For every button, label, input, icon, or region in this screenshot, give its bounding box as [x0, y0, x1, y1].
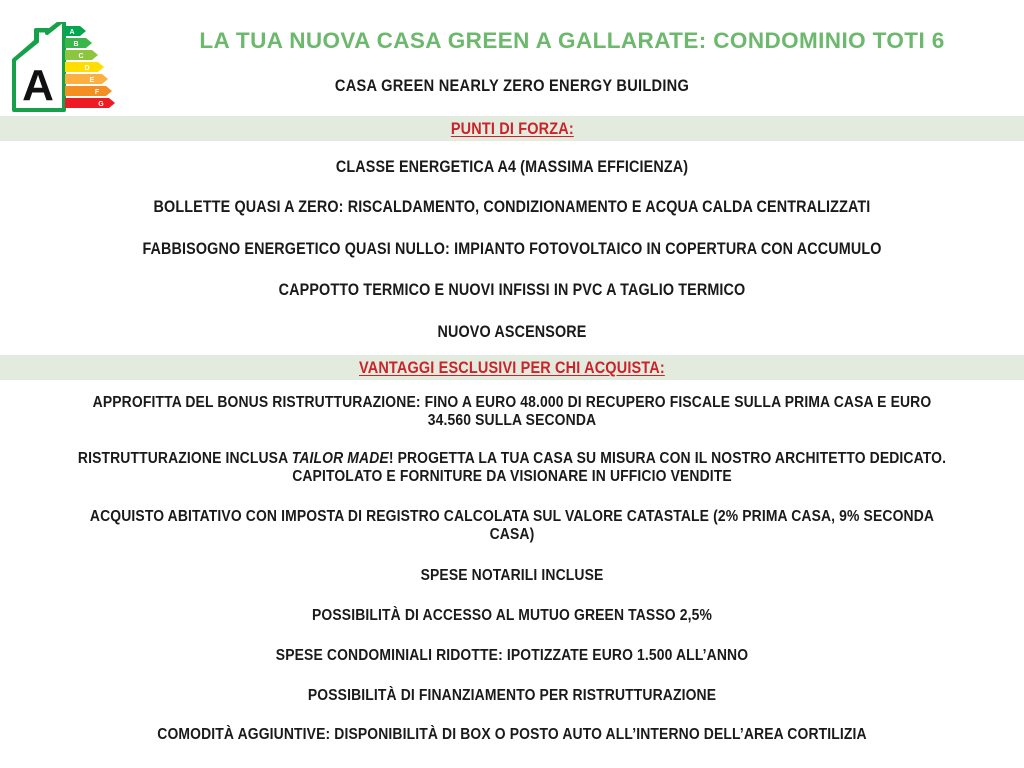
list-item: CLASSE ENERGETICA A4 (MASSIMA EFFICIENZA)	[335, 158, 689, 176]
list-item-text-before: RISTRUTTURAZIONE INCLUSA	[77, 450, 292, 468]
section-band-vantaggi-esclusivi	[0, 355, 1024, 380]
list-item: POSSIBILITÀ DI ACCESSO AL MUTUO GREEN TASSO 2,5%	[312, 606, 712, 624]
title-block	[120, 0, 1024, 116]
section-heading-vantaggi-esclusivi: VANTAGGI ESCLUSIVI PER CHI ACQUISTA:	[359, 357, 665, 377]
list-item-tailor-made	[67, 450, 958, 486]
list-item-text-italic: TAILOR MADE	[291, 450, 389, 468]
list-item: COMODITÀ AGGIUNTIVE: DISPONIBILITÀ DI BOX O POSTO AUTO ALL’INTERNO DELL’AREA CORTILIZIA	[157, 726, 867, 744]
strengths-list	[0, 158, 1024, 341]
svg-text:C: C	[78, 53, 84, 61]
svg-text:F: F	[94, 89, 100, 97]
list-item: ACQUISTO ABITATIVO CON IMPOSTA DI REGISTRO CALCOLATA SUL VALORE CATASTALE (2% PRIMA CASA, 9% SECONDA CASA)	[89, 507, 935, 543]
section-band-punti-di-forza	[0, 116, 1024, 141]
list-item-text-after: ! PROGETTA LA TUA CASA SU MISURA CON IL NOSTRO ARCHITETTO DEDICATO. CAPITOLATO E FORNITURE DA VISIONARE IN UFFICIO VENDITE	[292, 450, 947, 486]
list-item: APPROFITTA DEL BONUS RISTRUTTURAZIONE: FINO A EURO 48.000 DI RECUPERO FISCALE SULLA PRIMA CASA E EURO 34.560 SULLA SECONDA	[92, 394, 932, 430]
page-subtitle: CASA GREEN NEARLY ZERO ENERGY BUILDING	[334, 76, 690, 95]
svg-text:G: G	[98, 101, 104, 109]
advantages-list	[0, 394, 1024, 744]
section-heading-punti-di-forza: PUNTI DI FORZA:	[450, 118, 574, 138]
energy-class-house-icon	[8, 22, 116, 114]
list-item: SPESE NOTARILI INCLUSE	[420, 566, 604, 584]
list-item: NUOVO ASCENSORE	[437, 322, 587, 341]
list-item: SPESE CONDOMINIALI RIDOTTE: IPOTIZZATE EURO 1.500 ALL’ANNO	[275, 646, 749, 664]
section-spacer	[0, 341, 1024, 355]
list-item: POSSIBILITÀ DI FINANZIAMENTO PER RISTRUTTURAZIONE	[307, 686, 717, 704]
page-title: LA TUA NUOVA CASA GREEN A GALLARATE: CONDOMINIO TOTI 6	[199, 28, 945, 53]
page-header	[0, 0, 1024, 116]
svg-text:A: A	[22, 61, 54, 110]
list-item: CAPPOTTO TERMICO E NUOVI INFISSI IN PVC A TAGLIO TERMICO	[278, 281, 746, 300]
svg-text:B: B	[73, 41, 79, 49]
svg-text:D: D	[84, 65, 90, 73]
svg-text:A: A	[69, 29, 75, 37]
list-item: FABBISOGNO ENERGETICO QUASI NULLO: IMPIANTO FOTOVOLTAICO IN COPERTURA CON ACCUMULO	[142, 239, 882, 258]
list-item: BOLLETTE QUASI A ZERO: RISCALDAMENTO, CONDIZIONAMENTO E ACQUA CALDA CENTRALIZZATI	[153, 198, 871, 217]
svg-text:E: E	[89, 77, 95, 85]
